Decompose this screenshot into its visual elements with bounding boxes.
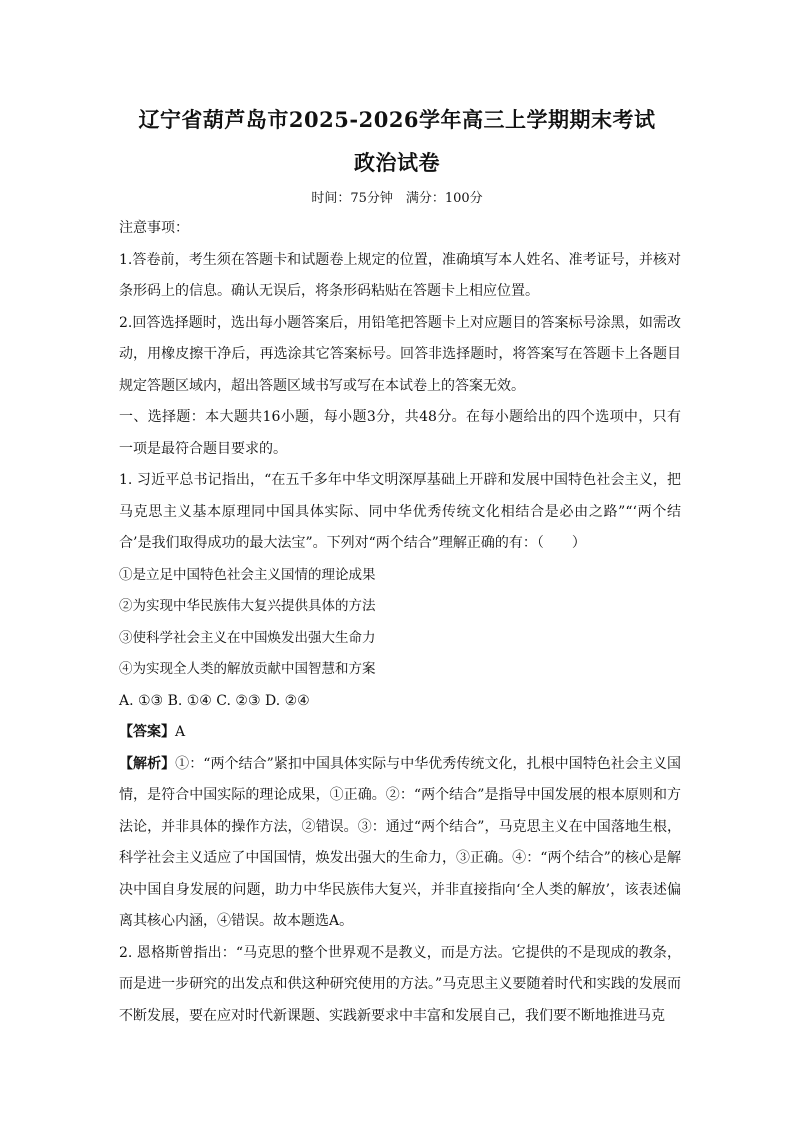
answer-value: A — [175, 724, 186, 740]
notes-item-1: 1.答卷前，考生须在答题卡和试题卷上规定的位置，准确填写本人姓名、准考证号，并核对条形码上的信息。确认无误后，将条形码粘贴在答题卡上相应位置。 — [119, 251, 681, 299]
question-1-analysis — [119, 749, 681, 938]
question-2-stem: 2. 恩格斯曾指出：“马克思的整个世界观不是教义，而是方法。它提供的不是现成的教条，而是进一步研究的出发点和供这种研究使用的方法。”马克思主义要随着时代和实践的发展而不断发展，要在应对时代新课题、实践新要求中丰富和发展自己，我们要不断地推进马克 — [119, 944, 681, 1024]
answer-label: 【答案】 — [119, 724, 175, 740]
question-1-option-4: ④为实现全人类的解放贡献中国智慧和方案 — [119, 661, 376, 677]
question-1-option-3: ③使科学社会主义在中国焕发出强大生命力 — [119, 629, 376, 646]
exam-title: 辽宁省葫芦岛市2025-2026学年高三上学期期末考试 — [138, 107, 656, 132]
question-1-stem: 1. 习近平总书记指出，“在五千多年中华文明深厚基础上开辟和发展中国特色社会主义，把马克思主义基本原理同中国具体实际、同中华优秀传统文化相结合是必由之路”“‘两个结合’是我们取得成功的最大法宝”。下列对“两个结合”理解正确的有：（ ） — [119, 472, 681, 551]
section-1-heading: 一、选择题：本大题共16小题，每小题3分，共48分。在每小题给出的四个选项中，只有一项是最符合题目要求的。 — [119, 409, 681, 457]
question-1-option-2: ②为实现中华民族伟大复兴提供具体的方法 — [119, 598, 376, 614]
question-1-choices: A. ①③ B. ①④ C. ②③ D. ②④ — [119, 692, 310, 709]
question-1-option-1: ①是立足中国特色社会主义国情的理论成果 — [119, 566, 376, 583]
exam-body — [119, 213, 681, 1032]
analysis-text: ①：“两个结合”紧扣中国具体实际与中华优秀传统文化，扎根中国特色社会主义国情，是符合中国实际的理论成果，①正确。②：“两个结合”是指导中国发展的根本原则和方法论，并非具体的操作方法，②错误。③：通过“两个结合”，马克思主义在中国落地生根，科学社会主义适应了中国国情，焕发出强大的生命力，③正确。④：“两个结合”的核心是解决中国自身发展的问题，助力中华民族伟大复兴，并非直接指向‘全人类的解放’，该表述偏离其核心内涵，④错误。故本题选A。 — [119, 755, 682, 929]
exam-time-info: 时间：75分钟 满分：100分 — [311, 191, 483, 206]
analysis-label: 【解析】 — [119, 755, 176, 772]
notes-heading: 注意事项： — [119, 220, 189, 236]
exam-subject-title: 政治试卷 — [354, 150, 440, 175]
notes-item-2: 2.回答选择题时，选出每小题答案后，用铅笔把答题卡上对应题目的答案标号涂黑，如需改动，用橡皮擦干净后，再选涂其它答案标号。回答非选择题时，将答案写在答题卡上各题目规定答题区域内，超出答题区域书写或写在本试卷上的答案无效。 — [119, 314, 681, 394]
question-1-answer — [119, 717, 681, 749]
